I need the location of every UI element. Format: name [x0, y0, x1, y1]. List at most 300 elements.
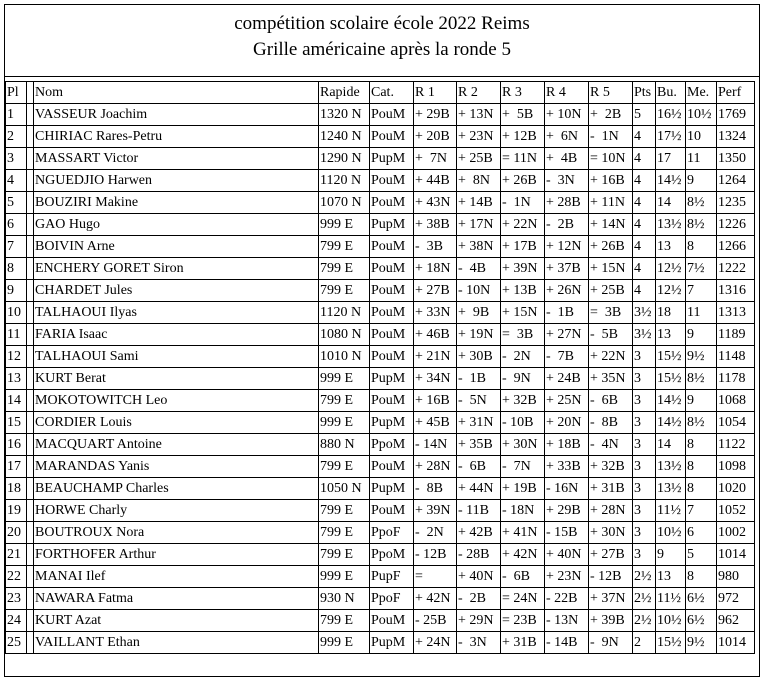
cell-round-1: + 38B — [414, 214, 457, 236]
cell-round-2: - 11B — [457, 500, 501, 522]
header-place: Pl — [6, 82, 27, 104]
cell-median: 8 — [686, 434, 717, 456]
cell-round-1: + 44B — [414, 170, 457, 192]
cell-round-5: + 31B — [589, 478, 633, 500]
cell-round-2: + 30B — [457, 346, 501, 368]
cell-round-2: + 25B — [457, 148, 501, 170]
row-spacer — [27, 258, 34, 280]
cell-round-4: + 27N — [545, 324, 589, 346]
cell-buchholz: 13 — [656, 324, 686, 346]
cell-category: PupM — [370, 214, 414, 236]
cell-buchholz: 14½ — [656, 170, 686, 192]
cell-performance: 1020 — [717, 478, 755, 500]
table-row — [6, 214, 755, 236]
cell-round-2: - 28B — [457, 544, 501, 566]
cell-name: VASSEUR Joachim — [34, 104, 319, 126]
cell-round-4: + 6N — [545, 126, 589, 148]
header-round-1: R 1 — [414, 82, 457, 104]
cell-round-3: = 3B — [501, 324, 545, 346]
cell-round-2: + 8N — [457, 170, 501, 192]
cell-category: PouM — [370, 126, 414, 148]
cell-place: 3 — [6, 148, 27, 170]
cell-buchholz: 15½ — [656, 632, 686, 654]
cell-points: 4 — [633, 214, 656, 236]
cell-round-5: + 25B — [589, 280, 633, 302]
cell-round-3: + 17B — [501, 236, 545, 258]
cell-round-2: - 2B — [457, 588, 501, 610]
cell-round-4: + 24B — [545, 368, 589, 390]
cell-round-1: + 33N — [414, 302, 457, 324]
cell-buchholz: 13½ — [656, 456, 686, 478]
cell-category: PouM — [370, 302, 414, 324]
row-spacer — [27, 478, 34, 500]
cell-round-4: + 25N — [545, 390, 589, 412]
cell-points: 4 — [633, 170, 656, 192]
header-spacer — [27, 82, 34, 104]
cell-round-4: - 16N — [545, 478, 589, 500]
cell-median: 9½ — [686, 632, 717, 654]
cell-round-3: + 41N — [501, 522, 545, 544]
cell-round-1: - 2N — [414, 522, 457, 544]
cell-name: TALHAOUI Sami — [34, 346, 319, 368]
cell-rating: 1320 N — [319, 104, 370, 126]
cell-buchholz: 15½ — [656, 368, 686, 390]
cell-points: 2½ — [633, 566, 656, 588]
cell-performance: 1324 — [717, 126, 755, 148]
cell-name: NGUEDJIO Harwen — [34, 170, 319, 192]
cell-round-2: + 13N — [457, 104, 501, 126]
cell-round-1: + 43N — [414, 192, 457, 214]
table-row — [6, 346, 755, 368]
cell-name: ENCHERY GORET Siron — [34, 258, 319, 280]
row-spacer — [27, 236, 34, 258]
cell-buchholz: 14½ — [656, 390, 686, 412]
cell-performance: 1266 — [717, 236, 755, 258]
row-spacer — [27, 126, 34, 148]
cell-round-4: + 29B — [545, 500, 589, 522]
cell-name: BEAUCHAMP Charles — [34, 478, 319, 500]
cell-performance: 1350 — [717, 148, 755, 170]
cell-performance: 1178 — [717, 368, 755, 390]
cell-buchholz: 11½ — [656, 500, 686, 522]
cell-round-5: + 27B — [589, 544, 633, 566]
cell-performance: 1235 — [717, 192, 755, 214]
cell-name: KURT Azat — [34, 610, 319, 632]
title-box — [5, 5, 759, 77]
table-row — [6, 126, 755, 148]
cell-round-5: + 2B — [589, 104, 633, 126]
cell-rating: 799 E — [319, 280, 370, 302]
cell-performance: 1264 — [717, 170, 755, 192]
cell-category: PouM — [370, 346, 414, 368]
cell-round-2: + 40N — [457, 566, 501, 588]
row-spacer — [27, 544, 34, 566]
cell-place: 2 — [6, 126, 27, 148]
cell-name: BOUZIRI Makine — [34, 192, 319, 214]
cell-round-3: - 1N — [501, 192, 545, 214]
cell-round-3: = 23B — [501, 610, 545, 632]
cell-round-2: - 6B — [457, 456, 501, 478]
cell-round-4: + 4B — [545, 148, 589, 170]
cell-performance: 962 — [717, 610, 755, 632]
cell-median: 8½ — [686, 192, 717, 214]
cell-rating: 1240 N — [319, 126, 370, 148]
cell-round-3: + 26B — [501, 170, 545, 192]
header-round-5: R 5 — [589, 82, 633, 104]
cell-median: 9½ — [686, 346, 717, 368]
cell-points: 4 — [633, 236, 656, 258]
cell-place: 11 — [6, 324, 27, 346]
cell-round-1: + 42N — [414, 588, 457, 610]
table-row — [6, 324, 755, 346]
cell-points: 3 — [633, 544, 656, 566]
cell-place: 14 — [6, 390, 27, 412]
cell-category: PouM — [370, 236, 414, 258]
table-row — [6, 544, 755, 566]
cell-median: 10½ — [686, 104, 717, 126]
cell-round-1: + 28N — [414, 456, 457, 478]
cell-round-1: + 18N — [414, 258, 457, 280]
cell-performance: 1068 — [717, 390, 755, 412]
cell-round-3: + 22N — [501, 214, 545, 236]
cell-place: 9 — [6, 280, 27, 302]
cell-performance: 1098 — [717, 456, 755, 478]
cell-round-5: + 28N — [589, 500, 633, 522]
cell-round-1: + 46B — [414, 324, 457, 346]
header-buchholz: Bu. — [656, 82, 686, 104]
cell-buchholz: 10½ — [656, 610, 686, 632]
cell-round-4: + 20N — [545, 412, 589, 434]
cell-round-2: + 23N — [457, 126, 501, 148]
cell-name: KURT Berat — [34, 368, 319, 390]
cell-rating: 799 E — [319, 500, 370, 522]
cell-round-1: - 14N — [414, 434, 457, 456]
cell-name: CHARDET Jules — [34, 280, 319, 302]
header-category: Cat. — [370, 82, 414, 104]
cell-points: 2 — [633, 632, 656, 654]
cell-name: VAILLANT Ethan — [34, 632, 319, 654]
cell-median: 8 — [686, 236, 717, 258]
cell-name: BOUTROUX Nora — [34, 522, 319, 544]
cell-rating: 799 E — [319, 236, 370, 258]
header-round-4: R 4 — [545, 82, 589, 104]
cell-round-4: + 28B — [545, 192, 589, 214]
cell-points: 3 — [633, 522, 656, 544]
cell-rating: 1010 N — [319, 346, 370, 368]
cell-name: FORTHOFER Arthur — [34, 544, 319, 566]
row-spacer — [27, 302, 34, 324]
header-name: Nom — [34, 82, 319, 104]
table-row — [6, 258, 755, 280]
header-round-3: R 3 — [501, 82, 545, 104]
cell-round-3: + 12B — [501, 126, 545, 148]
cell-round-3: - 7N — [501, 456, 545, 478]
table-row — [6, 104, 755, 126]
cell-category: PpoM — [370, 434, 414, 456]
cell-place: 16 — [6, 434, 27, 456]
header-points: Pts — [633, 82, 656, 104]
table-row — [6, 434, 755, 456]
cell-performance: 1313 — [717, 302, 755, 324]
cell-round-1: - 8B — [414, 478, 457, 500]
cell-round-3: + 15N — [501, 302, 545, 324]
cell-place: 19 — [6, 500, 27, 522]
cell-round-4: + 40N — [545, 544, 589, 566]
cell-round-2: + 9B — [457, 302, 501, 324]
cell-round-3: - 9N — [501, 368, 545, 390]
cell-performance: 1054 — [717, 412, 755, 434]
table-row — [6, 302, 755, 324]
cell-points: 5 — [633, 104, 656, 126]
cell-place: 17 — [6, 456, 27, 478]
cell-place: 23 — [6, 588, 27, 610]
cell-round-2: + 42B — [457, 522, 501, 544]
cell-median: 7 — [686, 500, 717, 522]
cell-round-4: + 10N — [545, 104, 589, 126]
table-row — [6, 566, 755, 588]
cell-round-4: + 33B — [545, 456, 589, 478]
row-spacer — [27, 456, 34, 478]
cell-name: CHIRIAC Rares-Petru — [34, 126, 319, 148]
cell-round-4: - 22B — [545, 588, 589, 610]
cell-round-5: - 5B — [589, 324, 633, 346]
cell-round-3: + 31B — [501, 632, 545, 654]
cell-performance: 1052 — [717, 500, 755, 522]
cell-performance: 1316 — [717, 280, 755, 302]
cell-round-3: - 2N — [501, 346, 545, 368]
cell-round-4: - 2B — [545, 214, 589, 236]
cell-round-5: - 12B — [589, 566, 633, 588]
table-row — [6, 170, 755, 192]
row-spacer — [27, 214, 34, 236]
cell-rating: 1080 N — [319, 324, 370, 346]
cell-round-3: + 30N — [501, 434, 545, 456]
cell-category: PouM — [370, 390, 414, 412]
cell-median: 8½ — [686, 214, 717, 236]
cell-place: 5 — [6, 192, 27, 214]
cell-round-5: - 1N — [589, 126, 633, 148]
cell-category: PouM — [370, 104, 414, 126]
cell-round-5: + 15N — [589, 258, 633, 280]
cell-median: 8½ — [686, 368, 717, 390]
cell-buchholz: 15½ — [656, 346, 686, 368]
header-performance: Perf — [717, 82, 755, 104]
cell-round-3: + 5B — [501, 104, 545, 126]
cell-round-2: - 3N — [457, 632, 501, 654]
cell-round-1: - 12B — [414, 544, 457, 566]
cell-place: 22 — [6, 566, 27, 588]
cell-points: 2½ — [633, 610, 656, 632]
cell-round-4: - 1B — [545, 302, 589, 324]
table-row — [6, 412, 755, 434]
cell-round-1: + 29B — [414, 104, 457, 126]
cell-category: PupF — [370, 566, 414, 588]
cell-round-5: = 3B — [589, 302, 633, 324]
cell-rating: 1290 N — [319, 148, 370, 170]
cell-round-1: + 39N — [414, 500, 457, 522]
cell-rating: 799 E — [319, 522, 370, 544]
cell-buchholz: 17½ — [656, 126, 686, 148]
cell-round-2: - 5N — [457, 390, 501, 412]
cell-place: 25 — [6, 632, 27, 654]
row-spacer — [27, 588, 34, 610]
cell-round-5: - 9N — [589, 632, 633, 654]
cell-place: 18 — [6, 478, 27, 500]
cell-place: 7 — [6, 236, 27, 258]
table-row — [6, 148, 755, 170]
cell-performance: 1014 — [717, 544, 755, 566]
table-row — [6, 500, 755, 522]
cell-place: 15 — [6, 412, 27, 434]
cell-name: MANAI Ilef — [34, 566, 319, 588]
cell-round-5: + 35N — [589, 368, 633, 390]
cell-category: PpoF — [370, 522, 414, 544]
cell-name: TALHAOUI Ilyas — [34, 302, 319, 324]
cell-round-4: - 7B — [545, 346, 589, 368]
cell-points: 3½ — [633, 324, 656, 346]
cell-median: 6½ — [686, 610, 717, 632]
cell-median: 10 — [686, 126, 717, 148]
cell-category: PouM — [370, 192, 414, 214]
cell-round-1: = — [414, 566, 457, 588]
cell-buchholz: 13½ — [656, 214, 686, 236]
cell-place: 24 — [6, 610, 27, 632]
cell-round-5: - 4N — [589, 434, 633, 456]
cell-round-5: + 30N — [589, 522, 633, 544]
cell-category: PupM — [370, 412, 414, 434]
cell-round-5: = 10N — [589, 148, 633, 170]
cell-name: MARANDAS Yanis — [34, 456, 319, 478]
cell-buchholz: 14 — [656, 192, 686, 214]
table-row — [6, 522, 755, 544]
cell-rating: 999 E — [319, 566, 370, 588]
cell-round-1: + 27B — [414, 280, 457, 302]
cell-round-2: - 10N — [457, 280, 501, 302]
cell-buchholz: 9 — [656, 544, 686, 566]
cell-rating: 799 E — [319, 456, 370, 478]
cell-performance: 1189 — [717, 324, 755, 346]
cell-round-1: + 34N — [414, 368, 457, 390]
cell-points: 4 — [633, 126, 656, 148]
cell-category: PouM — [370, 500, 414, 522]
cell-buchholz: 13 — [656, 236, 686, 258]
cell-round-1: + 24N — [414, 632, 457, 654]
cell-category: PupM — [370, 148, 414, 170]
table-row — [6, 280, 755, 302]
cell-place: 4 — [6, 170, 27, 192]
cell-round-3: + 19B — [501, 478, 545, 500]
cell-round-4: + 26N — [545, 280, 589, 302]
cell-performance: 1014 — [717, 632, 755, 654]
row-spacer — [27, 500, 34, 522]
cell-rating: 880 N — [319, 434, 370, 456]
cell-points: 4 — [633, 280, 656, 302]
row-spacer — [27, 324, 34, 346]
cell-category: PupM — [370, 368, 414, 390]
cell-rating: 930 N — [319, 588, 370, 610]
table-row — [6, 588, 755, 610]
cell-median: 7 — [686, 280, 717, 302]
row-spacer — [27, 280, 34, 302]
cell-buchholz: 12½ — [656, 280, 686, 302]
cell-median: 8 — [686, 566, 717, 588]
cell-buchholz: 14½ — [656, 412, 686, 434]
cell-category: PouM — [370, 456, 414, 478]
table-row — [6, 610, 755, 632]
cell-round-4: + 12N — [545, 236, 589, 258]
cell-points: 4 — [633, 258, 656, 280]
cell-rating: 1120 N — [319, 170, 370, 192]
cell-performance: 1002 — [717, 522, 755, 544]
row-spacer — [27, 148, 34, 170]
cell-rating: 1070 N — [319, 192, 370, 214]
cell-round-3: + 13B — [501, 280, 545, 302]
row-spacer — [27, 412, 34, 434]
cell-buchholz: 16½ — [656, 104, 686, 126]
cell-points: 3 — [633, 434, 656, 456]
cell-rating: 799 E — [319, 610, 370, 632]
cell-round-3: + 32B — [501, 390, 545, 412]
header-median: Me. — [686, 82, 717, 104]
table-row — [6, 390, 755, 412]
cell-round-5: + 26B — [589, 236, 633, 258]
cell-points: 3 — [633, 368, 656, 390]
row-spacer — [27, 610, 34, 632]
cell-round-1: + 20B — [414, 126, 457, 148]
cell-round-2: - 1B — [457, 368, 501, 390]
cell-name: MOKOTOWITCH Leo — [34, 390, 319, 412]
row-spacer — [27, 170, 34, 192]
cell-category: PpoF — [370, 588, 414, 610]
cell-round-4: + 18B — [545, 434, 589, 456]
cell-name: NAWARA Fatma — [34, 588, 319, 610]
cell-round-2: - 4B — [457, 258, 501, 280]
row-spacer — [27, 346, 34, 368]
cell-buchholz: 13½ — [656, 478, 686, 500]
cell-name: FARIA Isaac — [34, 324, 319, 346]
cell-place: 8 — [6, 258, 27, 280]
cell-name: GAO Hugo — [34, 214, 319, 236]
cell-performance: 1769 — [717, 104, 755, 126]
cell-place: 20 — [6, 522, 27, 544]
cell-round-1: + 45B — [414, 412, 457, 434]
cell-points: 3 — [633, 412, 656, 434]
cell-name: HORWE Charly — [34, 500, 319, 522]
cell-rating: 799 E — [319, 258, 370, 280]
cell-round-5: + 32B — [589, 456, 633, 478]
row-spacer — [27, 566, 34, 588]
table-row — [6, 368, 755, 390]
header-row — [6, 82, 755, 104]
standings-table — [5, 81, 755, 654]
cell-buchholz: 10½ — [656, 522, 686, 544]
cell-round-5: + 16B — [589, 170, 633, 192]
cell-rating: 999 E — [319, 632, 370, 654]
cell-name: BOIVIN Arne — [34, 236, 319, 258]
cell-round-2: + 17N — [457, 214, 501, 236]
cell-category: PupM — [370, 632, 414, 654]
cell-round-3: = 24N — [501, 588, 545, 610]
table-row — [6, 236, 755, 258]
cell-points: 3 — [633, 478, 656, 500]
cell-points: 3½ — [633, 302, 656, 324]
cell-name: MACQUART Antoine — [34, 434, 319, 456]
header-rating: Rapide — [319, 82, 370, 104]
cell-name: MASSART Victor — [34, 148, 319, 170]
cell-round-1: + 7N — [414, 148, 457, 170]
cell-points: 3 — [633, 500, 656, 522]
cell-place: 12 — [6, 346, 27, 368]
